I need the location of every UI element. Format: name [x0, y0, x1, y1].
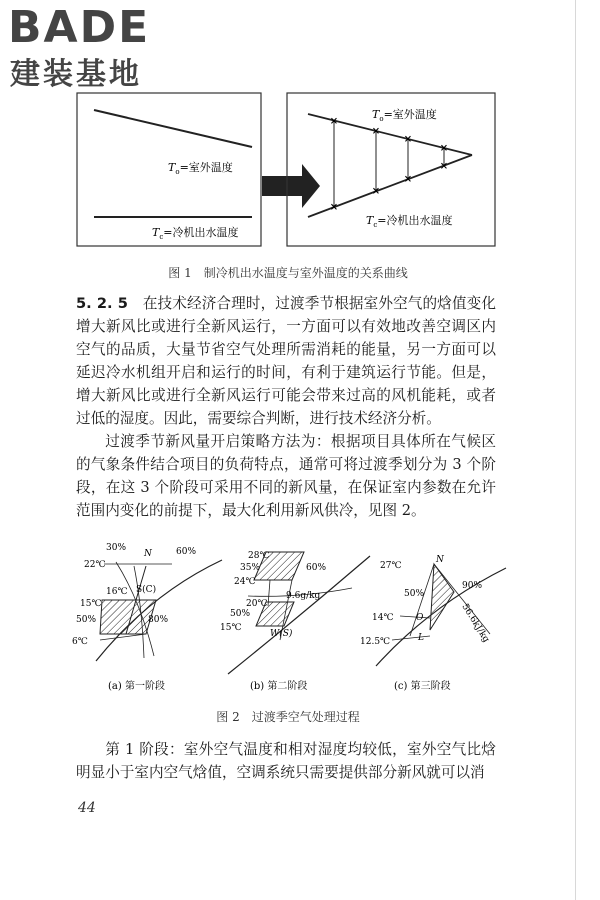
svg-text:30%: 30% — [106, 543, 127, 553]
svg-text:S(C): S(C) — [136, 585, 157, 595]
svg-text:16℃: 16℃ — [106, 587, 128, 597]
fig1-right-outdoor-label: $T_o=$室外温度 — [372, 108, 437, 123]
svg-text:35%: 35% — [240, 563, 261, 573]
svg-text:9.6g/kg: 9.6g/kg — [286, 591, 321, 601]
svg-text:60%: 60% — [176, 547, 197, 557]
logo-subtitle: 建装基地 — [10, 57, 142, 92]
svg-text:N: N — [144, 549, 152, 559]
svg-text:×: × — [329, 116, 339, 127]
section-paragraph-1: 5. 2. 5 在技术经济合理时，过渡季节根据室外空气的焓值变化增大新风比或进行全新风运行，一方面可以有效地改善空调区内空气的品质，大量节省空气处理所需消耗的能量，另一方面可以延迟冷水机组开启和运行的时间，有利于建筑运行节能。但是，增大新风比或进行全新风运行可能会带来过高的风机能耗，或者过低的湿度。因此，需要综合判断，进行技术经济分析。 — [76, 295, 496, 427]
fig1-left-outdoor-line — [94, 110, 252, 147]
svg-text:50%: 50% — [76, 615, 97, 625]
section-number: 5. 2. 5 — [76, 295, 128, 312]
fig2-stage3-label: (c) 第三阶段 — [394, 681, 451, 692]
figure-1-caption: 图 1 制冷机出水温度与室外温度的关系曲线 — [168, 266, 408, 280]
svg-text:6℃: 6℃ — [72, 637, 88, 647]
svg-text:15℃: 15℃ — [220, 623, 242, 633]
svg-text:×: × — [439, 143, 449, 154]
svg-text:27℃: 27℃ — [380, 561, 402, 571]
svg-text:90%: 90% — [462, 581, 483, 591]
section-paragraph-2: 过渡季节新风量开启策略方法为：根据项目具体所在气候区的气象条件结合项目的负荷特点，通常可将过渡季划分为 3 个阶段，在这 3 个阶段可采用不同的新风量，在保证室内参数在允许范围内变化的前提下，最大化利用新风供冷，见图 2。 — [76, 433, 496, 519]
fig1-left-outdoor-label: $T_o=$室外温度 — [168, 161, 233, 176]
svg-text:80%: 80% — [148, 615, 169, 625]
fig1-right-chiller-label: $T_c=$冷机出水温度 — [366, 214, 453, 229]
logo — [8, 2, 178, 96]
svg-text:22℃: 22℃ — [84, 560, 106, 570]
fig2-stage2 — [220, 551, 370, 692]
svg-text:60%: 60% — [306, 563, 327, 573]
svg-text:O: O — [416, 613, 424, 623]
svg-text:N: N — [436, 555, 444, 565]
svg-text:×: × — [371, 126, 381, 137]
svg-text:12.5℃: 12.5℃ — [360, 637, 391, 647]
section-paragraph-3: 第 1 阶段：室外空气温度和相对湿度均较低，室外空气比焓明显小于室内空气焓值，空调系统只需要提供部分新风就可以消 — [76, 741, 496, 781]
svg-text:×: × — [329, 202, 339, 213]
svg-text:×: × — [439, 161, 449, 172]
figure-2 — [70, 536, 510, 696]
svg-text:50%: 50% — [230, 609, 251, 619]
page-number: 44 — [78, 800, 96, 816]
svg-text:24℃: 24℃ — [234, 577, 256, 587]
fig1-arrow — [262, 164, 320, 208]
svg-text:28℃: 28℃ — [248, 551, 270, 561]
fig2-stage2-label: (b) 第二阶段 — [250, 681, 308, 692]
fig2-stage3 — [360, 555, 506, 692]
svg-text:×: × — [371, 186, 381, 197]
svg-text:20℃: 20℃ — [246, 599, 268, 609]
svg-text:W(S): W(S) — [270, 629, 293, 639]
fig1-left-chiller-label: $T_c=$冷机出水温度 — [152, 226, 239, 241]
fig1-right-marks — [330, 116, 448, 213]
fig2-stage1 — [72, 543, 222, 692]
fig2-stage1-label: (a) 第一阶段 — [108, 681, 165, 692]
figure-1 — [76, 92, 496, 252]
logo-brand: BADE — [8, 2, 151, 53]
svg-text:50%: 50% — [404, 589, 425, 599]
svg-text:L: L — [418, 633, 424, 643]
svg-text:56.6kJ/kg: 56.6kJ/kg — [459, 602, 491, 645]
svg-text:×: × — [403, 174, 413, 185]
svg-text:×: × — [403, 134, 413, 145]
figure-2-caption: 图 2 过渡季空气处理过程 — [216, 710, 360, 724]
svg-text:14℃: 14℃ — [372, 613, 394, 623]
svg-text:15℃: 15℃ — [80, 599, 102, 609]
